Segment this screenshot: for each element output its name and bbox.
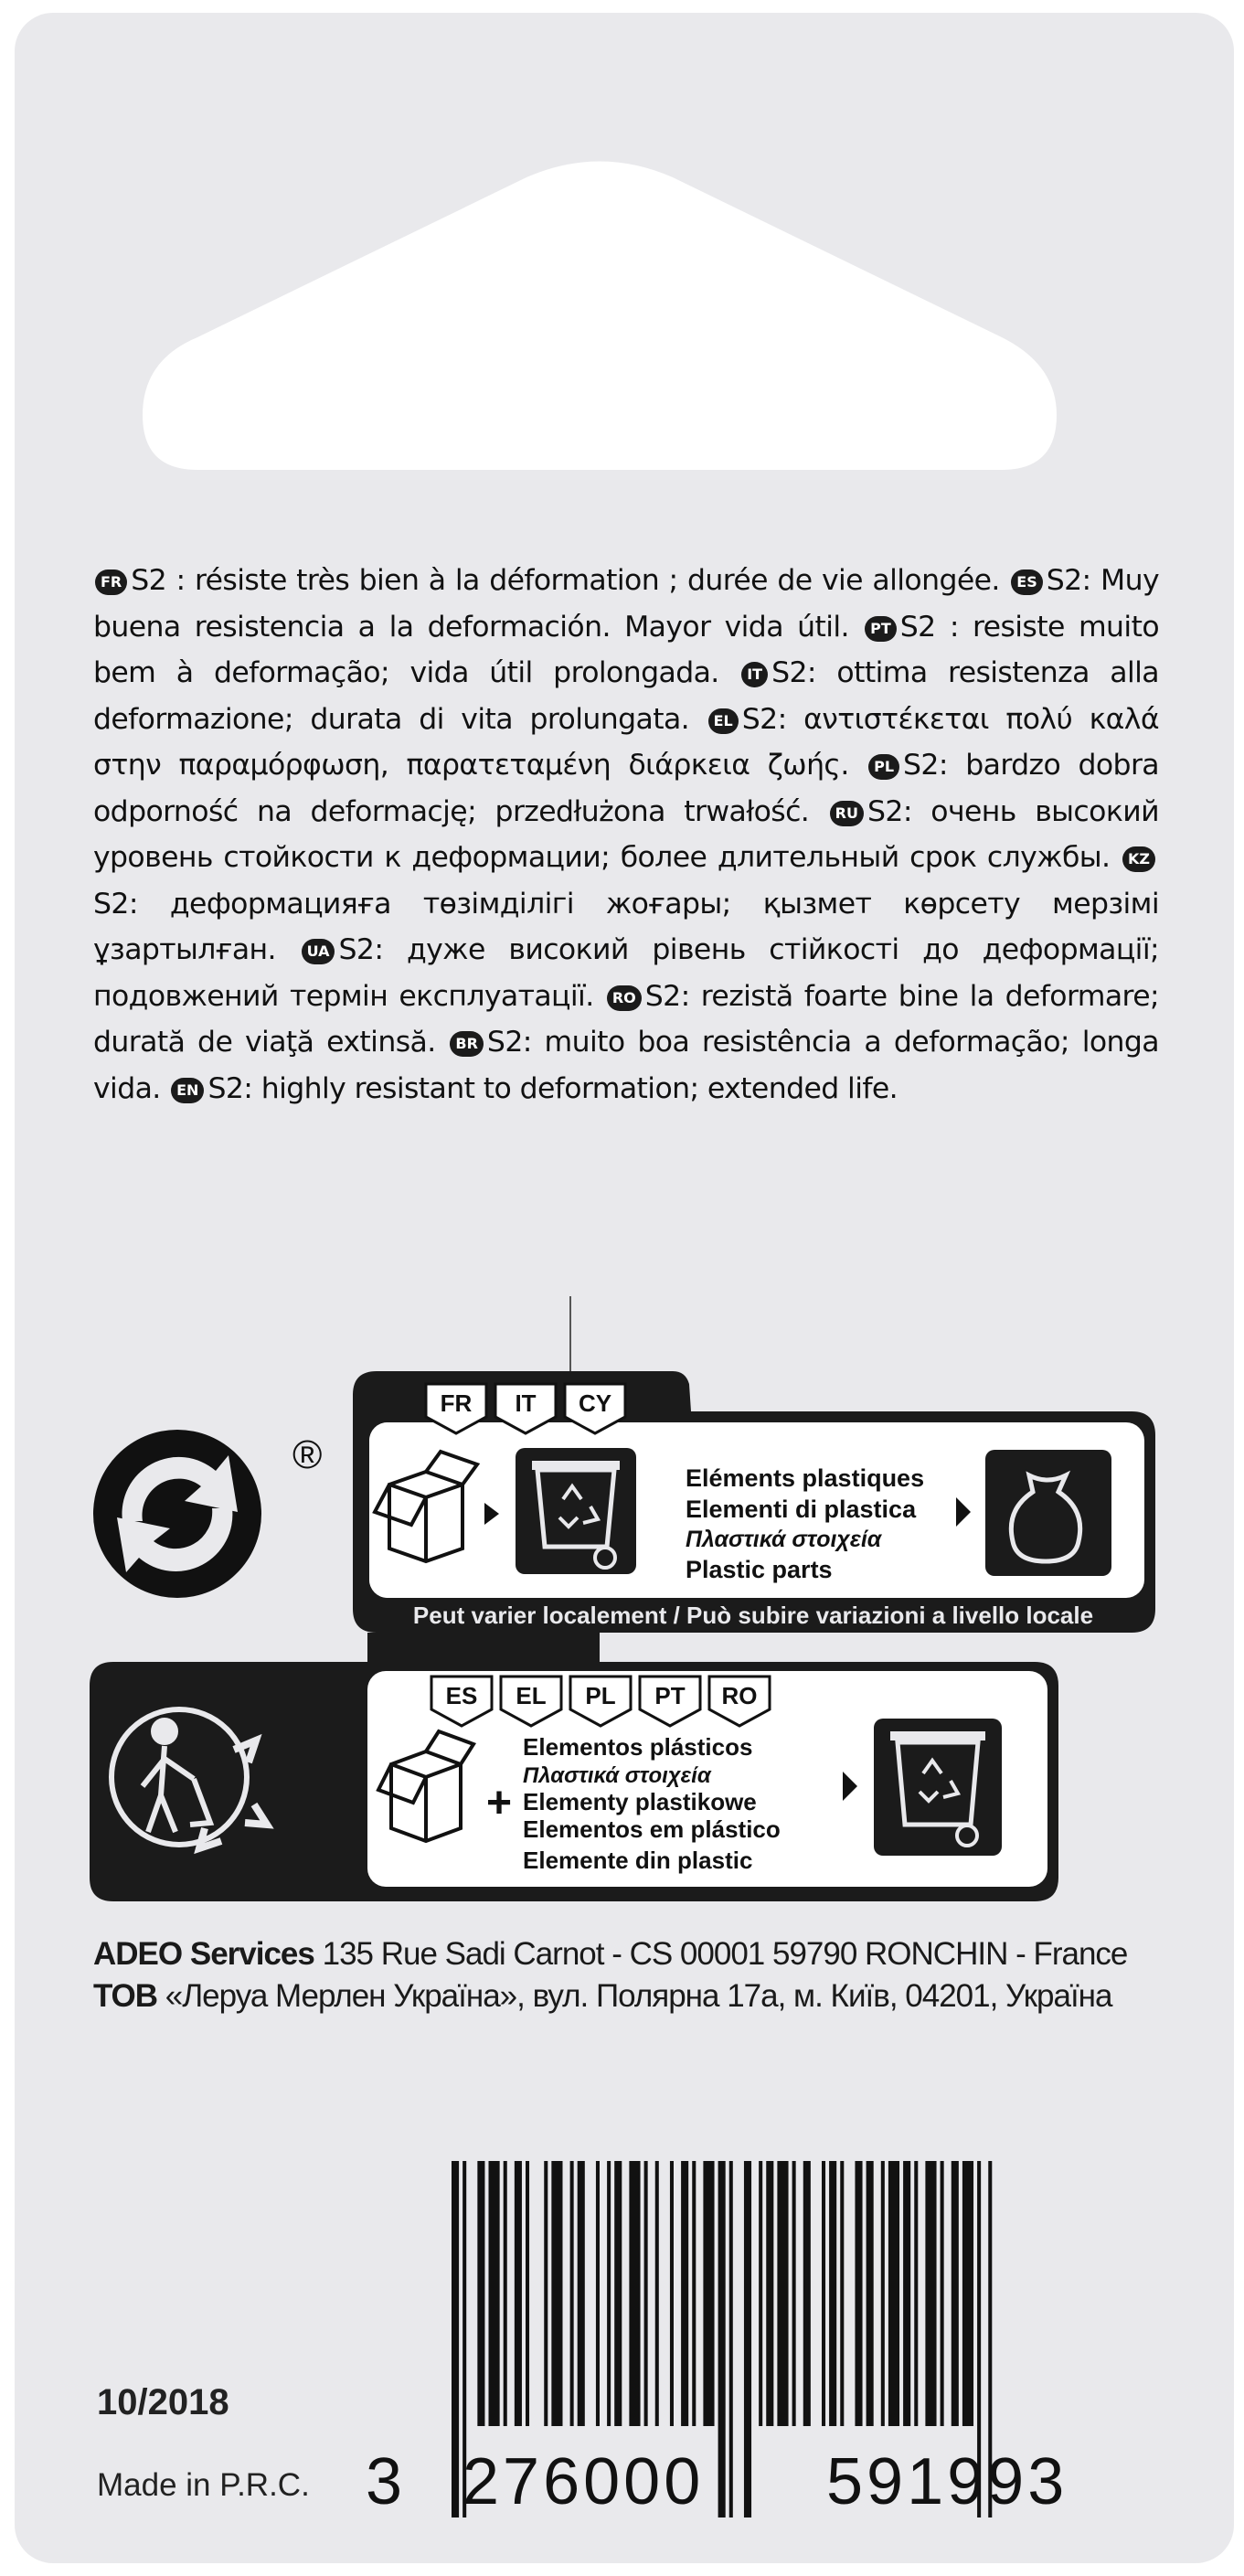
lang-text-fr: S2 : résiste très bien à la déformation ; durée de vie allongée.: [131, 564, 1010, 597]
production-date: 10/2018: [97, 2382, 229, 2422]
barcode-bar: [551, 2161, 562, 2426]
plastic-label-it: Elementi di plastica: [686, 1496, 917, 1523]
lang-text-br: S2: muito boa resistência a deformação; longa vida.: [93, 1026, 1159, 1105]
barcode-bar: [822, 2161, 825, 2426]
barcode-bar: [903, 2161, 910, 2426]
company-address-ua: «Леруа Мерлен Україна», вул. Полярна 17а, м. Київ, 04201, Україна: [157, 1978, 1112, 2014]
barcode-bar: [941, 2161, 944, 2426]
barcode-right-digits: 591993: [826, 2445, 1069, 2518]
country-tag-ro: RO: [721, 1682, 758, 1709]
lang-text-ua: S2: дуже високий рівень стійкості до деформації; подовжений термін експлуатації.: [93, 933, 1159, 1013]
registered-mark: ®: [292, 1432, 323, 1477]
recycle-bin-icon-bottom: [874, 1719, 1002, 1856]
barcode-bar: [692, 2161, 696, 2426]
barcode-bar: [867, 2161, 874, 2426]
barcode-bar: [452, 2161, 459, 2517]
company-name-ua: ТОВ: [93, 1978, 158, 2014]
barcode-bar: [777, 2161, 788, 2426]
lang-badge-pt: PT: [865, 616, 897, 642]
country-tags-top: [426, 1384, 625, 1433]
barcode-bar: [759, 2161, 762, 2426]
plastic-label-en: Plastic parts: [686, 1556, 833, 1583]
plastic-label-ro: Elemente din plastic: [523, 1847, 753, 1874]
lang-badge-el: EL: [708, 708, 739, 734]
barcode-bar: [489, 2161, 500, 2426]
barcode-bar: [766, 2161, 773, 2426]
green-dot-icon: [93, 1430, 261, 1598]
plastic-label-es: Elementos plásticos: [523, 1733, 753, 1761]
barcode-bar: [855, 2161, 862, 2426]
barcode-bar: [526, 2161, 529, 2426]
made-in-label: Made in P.R.C.: [97, 2467, 310, 2503]
plastic-label-pt: Elementos em plástico: [523, 1815, 781, 1843]
lang-text-ru: S2: очень высокий уровень стойкости к деформации; более длительный срок службы.: [93, 794, 1159, 874]
lang-text-kz: S2: деформацияға төзімділігі жоғары; қызмет көрсету мерзімі ұзартылған.: [93, 887, 1159, 966]
country-tag-fr: FR: [440, 1389, 473, 1417]
lang-badge-ru: RU: [830, 801, 864, 826]
barcode-first-digit: 3: [366, 2445, 403, 2518]
lang-badge-en: EN: [171, 1078, 204, 1103]
lang-badge-ro: RO: [607, 985, 642, 1011]
barcode-bar: [629, 2161, 640, 2426]
lang-text-en: S2: highly resistant to deformation; extended life.: [207, 1071, 898, 1105]
barcode-bar: [729, 2161, 733, 2517]
lang-badge-kz: KZ: [1122, 846, 1155, 872]
lang-text-el: S2: αντιστέκεται πολύ καλά στην παραμόρφωση, παρατεταμένη διάρκεια ζωής.: [93, 702, 1159, 782]
plastic-label-el: Πλαστικά στοιχεία: [686, 1527, 882, 1552]
barcode-bar: [888, 2161, 899, 2426]
lang-text-it: S2: ottima resistenza alla deformazione; durata di vita prolungata.: [93, 656, 1159, 736]
country-tag-es: ES: [445, 1682, 478, 1709]
packaging-card: [15, 13, 1234, 2563]
barcode-bar: [655, 2161, 659, 2426]
barcode-bar: [925, 2161, 936, 2426]
country-tag-pl: PL: [585, 1682, 616, 1709]
barcode-bar: [914, 2161, 918, 2426]
barcode-bar: [607, 2161, 611, 2426]
address-line-2: [93, 1978, 1190, 2015]
barcode-bar: [792, 2161, 796, 2426]
plastic-label-fr: Eléments plastiques: [686, 1464, 925, 1492]
barcode-bar: [681, 2161, 688, 2426]
barcode-bar: [881, 2161, 885, 2426]
country-tag-el: EL: [516, 1682, 547, 1709]
country-tag-it: IT: [515, 1389, 537, 1417]
barcode-bar: [962, 2161, 973, 2426]
barcode-bar: [544, 2161, 548, 2426]
lang-badge-fr: FR: [95, 569, 127, 595]
barcode-bar: [614, 2161, 622, 2426]
barcode-bar: [596, 2161, 600, 2426]
barcode-bar: [477, 2161, 484, 2426]
plastic-label-el-b: Πλαστικά στοιχεία: [523, 1763, 711, 1788]
company-address: 135 Rue Sadi Carnot - CS 00001 59790 RONCHIN - France: [314, 1936, 1128, 1972]
barcode-bar: [578, 2161, 585, 2426]
barcode-bar: [718, 2161, 726, 2517]
lang-badge-br: BR: [450, 1031, 484, 1057]
barcode-bar: [644, 2161, 648, 2426]
barcode-bar: [670, 2161, 674, 2426]
barcode-bar: [744, 2161, 751, 2517]
company-name: ADEO Services: [93, 1936, 314, 1972]
lang-text-pt: S2 : resiste muito bem à deformação; vida útil prolongada.: [93, 610, 1159, 689]
local-variation-note: Peut varier localement / Può subire variazioni a livello locale: [412, 1602, 1094, 1629]
barcode-bar: [803, 2161, 811, 2426]
barcode-bar: [840, 2161, 844, 2426]
barcode-bar: [703, 2161, 714, 2426]
lang-text-ro: S2: rezistă foarte bine la deformare; durată de viaţă extinsă.: [93, 979, 1159, 1059]
barcode-bar: [570, 2161, 574, 2426]
lang-text-es: S2: Muy buena resistencia a la deformación. Mayor vida útil.: [93, 564, 1159, 644]
country-tag-pt: PT: [654, 1682, 686, 1709]
address-line-1: [93, 1936, 1190, 1973]
lang-badge-es: ES: [1011, 569, 1042, 595]
lang-text-pl: S2: bardzo dobra odporność na deformację; przedłużona trwałość.: [93, 749, 1159, 828]
recycling-info: [15, 13, 1234, 2563]
trash-bag-icon: [985, 1450, 1111, 1576]
barcode-bar: [829, 2161, 836, 2426]
plastic-label-pl: Elementy plastikowe: [523, 1788, 757, 1815]
lang-badge-it: IT: [741, 662, 768, 687]
barcode-bar: [515, 2161, 522, 2426]
lang-badge-ua: UA: [302, 939, 335, 964]
plus-sign: +: [485, 1779, 513, 1827]
recycle-bin-icon: [516, 1448, 636, 1574]
barcode-bar: [504, 2161, 507, 2426]
lang-badge-pl: PL: [868, 754, 899, 780]
barcode-left-digits: 276000: [463, 2445, 705, 2518]
barcode-bar: [952, 2161, 959, 2426]
country-tag-cy: CY: [578, 1389, 612, 1417]
